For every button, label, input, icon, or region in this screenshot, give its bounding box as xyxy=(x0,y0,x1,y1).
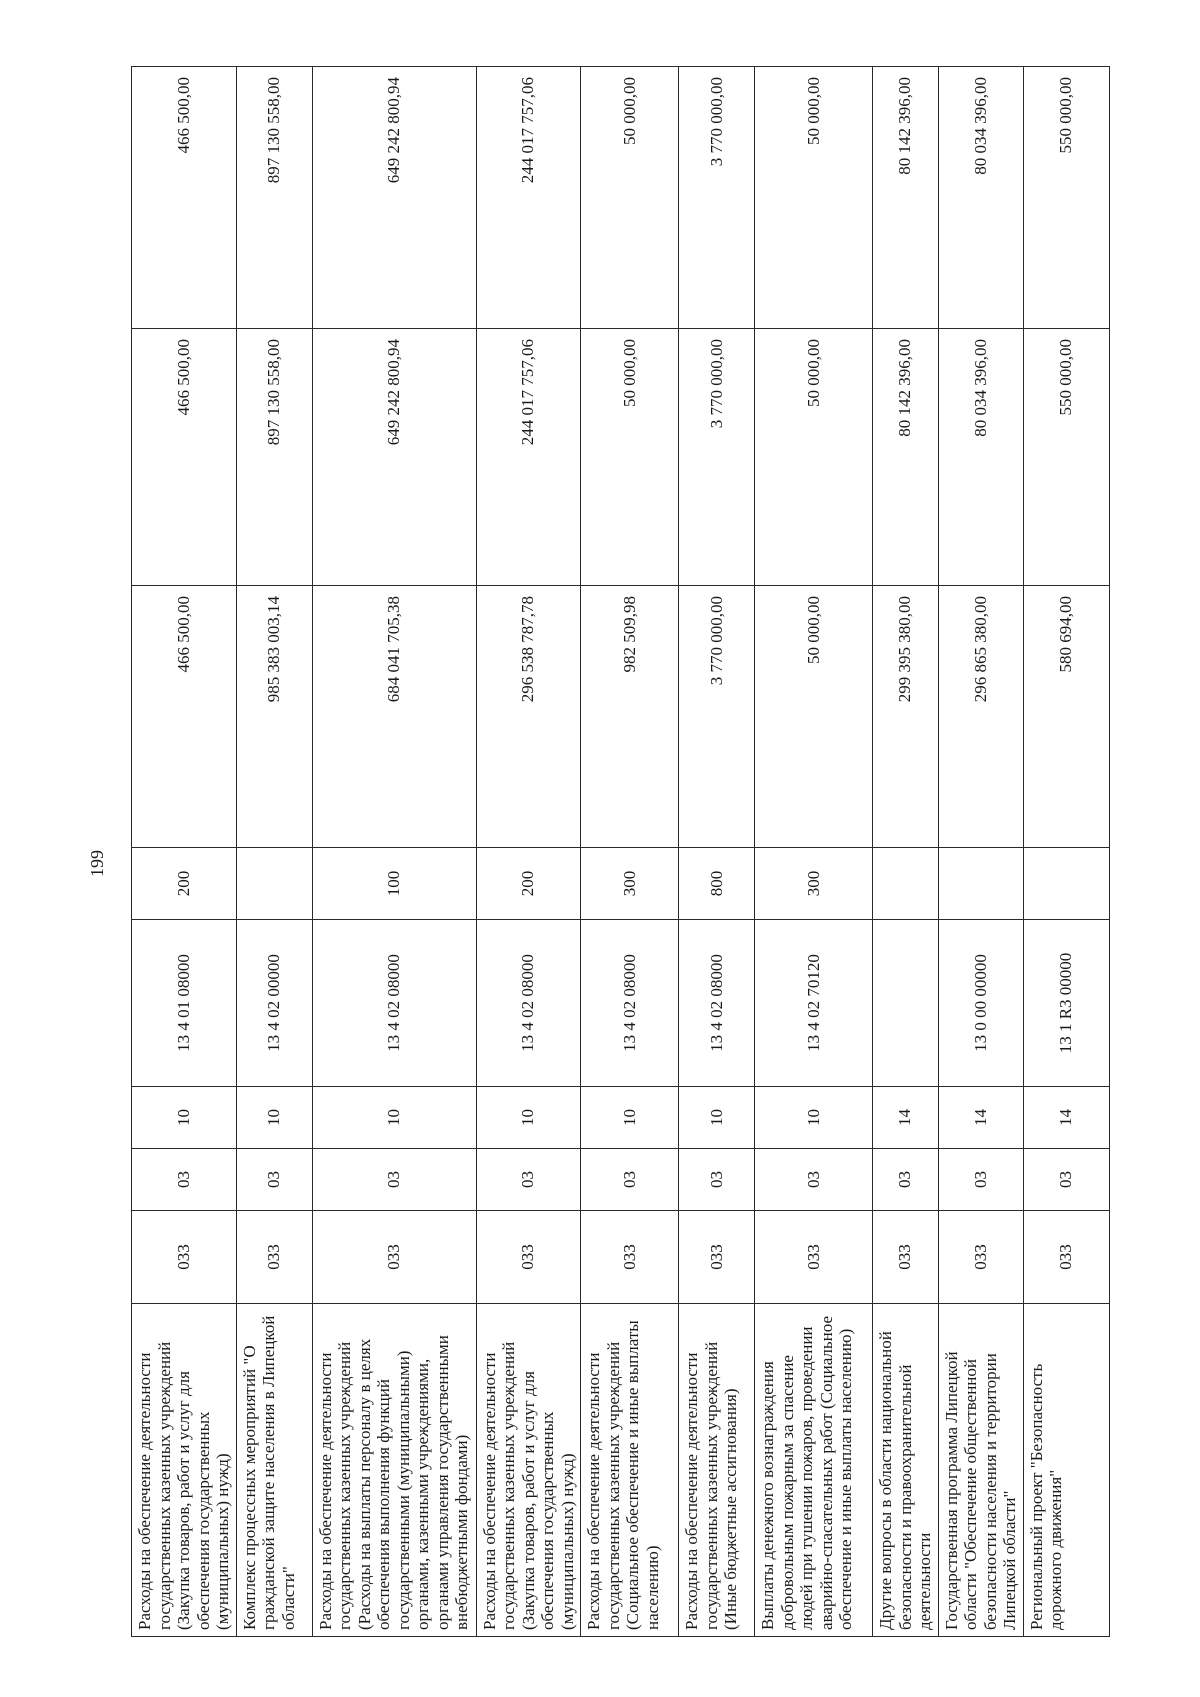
row-name: Расходы на обеспечение деятельности государственных казенных учреждений (Иные бюджетные ассигнования) xyxy=(679,1304,755,1637)
target-code: 13 4 02 08000 xyxy=(312,920,476,1087)
amount-2: 50 000,00 xyxy=(755,329,873,586)
expense-type-code: 100 xyxy=(312,848,476,920)
table-row xyxy=(476,67,581,1637)
amount-1: 466 500,00 xyxy=(132,586,237,848)
amount-3: 649 242 800,94 xyxy=(312,67,476,329)
subsection-code: 10 xyxy=(581,1087,679,1149)
target-code: 13 4 02 08000 xyxy=(581,920,679,1087)
subsection-code: 10 xyxy=(755,1087,873,1149)
row-name: Государственная программа Липецкой области "Обеспечение общественной безопасности населения и территории Липецкой области" xyxy=(938,1304,1023,1637)
amount-3: 50 000,00 xyxy=(755,67,873,329)
subsection-code: 10 xyxy=(312,1087,476,1149)
amount-3: 3 770 000,00 xyxy=(679,67,755,329)
amount-2: 80 142 396,00 xyxy=(873,329,939,586)
admin-code: 033 xyxy=(755,1211,873,1304)
section-code: 03 xyxy=(236,1149,312,1211)
table-row xyxy=(236,67,312,1637)
row-name: Расходы на обеспечение деятельности государственных казенных учреждений (Закупка товаров, работ и услуг для обеспечения государственных (муниципальных) нужд) xyxy=(476,1304,581,1637)
expense-type-code xyxy=(938,848,1023,920)
expense-type-code: 200 xyxy=(476,848,581,920)
section-code: 03 xyxy=(679,1149,755,1211)
amount-3: 466 500,00 xyxy=(132,67,237,329)
amount-2: 897 130 558,00 xyxy=(236,329,312,586)
admin-code: 033 xyxy=(938,1211,1023,1304)
row-name: Региональный проект "Безопасность дорожного движения" xyxy=(1023,1304,1109,1637)
page-number-text: 199 xyxy=(86,849,107,877)
admin-code: 033 xyxy=(132,1211,237,1304)
admin-code: 033 xyxy=(312,1211,476,1304)
target-code: 13 4 02 00000 xyxy=(236,920,312,1087)
amount-2: 649 242 800,94 xyxy=(312,329,476,586)
admin-code: 033 xyxy=(679,1211,755,1304)
admin-code: 033 xyxy=(581,1211,679,1304)
amount-1: 982 509,98 xyxy=(581,586,679,848)
subsection-code: 14 xyxy=(873,1087,939,1149)
amount-2: 3 770 000,00 xyxy=(679,329,755,586)
table-row xyxy=(1023,67,1109,1637)
amount-3: 50 000,00 xyxy=(581,67,679,329)
amount-1: 296 538 787,78 xyxy=(476,586,581,848)
expense-type-code: 200 xyxy=(132,848,237,920)
amount-1: 684 041 705,38 xyxy=(312,586,476,848)
section-code: 03 xyxy=(873,1149,939,1211)
expense-type-code: 300 xyxy=(755,848,873,920)
admin-code: 033 xyxy=(1023,1211,1109,1304)
amount-3: 897 130 558,00 xyxy=(236,67,312,329)
amount-2: 244 017 757,06 xyxy=(476,329,581,586)
row-name: Комплекс процессных мероприятий "О гражданской защите населения в Липецкой области" xyxy=(236,1304,312,1637)
section-code: 03 xyxy=(755,1149,873,1211)
expense-type-code xyxy=(873,848,939,920)
amount-1: 580 694,00 xyxy=(1023,586,1109,848)
amount-1: 296 865 380,00 xyxy=(938,586,1023,848)
table-row xyxy=(679,67,755,1637)
table-row xyxy=(312,67,476,1637)
budget-table xyxy=(131,66,1110,1637)
amount-3: 80 142 396,00 xyxy=(873,67,939,329)
page-number xyxy=(84,836,110,890)
table-row xyxy=(581,67,679,1637)
row-name: Расходы на обеспечение деятельности государственных казенных учреждений (Расходы на выплаты персоналу в целях обеспечения выполнения функций государственными (муниципальными) органами, казенными учреждениями, органами управления государственными внебюджетными фондами) xyxy=(312,1304,476,1637)
amount-1: 50 000,00 xyxy=(755,586,873,848)
amount-3: 550 000,00 xyxy=(1023,67,1109,329)
row-name: Другие вопросы в области национальной безопасности и правоохранительной деятельности xyxy=(873,1304,939,1637)
section-code: 03 xyxy=(581,1149,679,1211)
target-code: 13 4 02 70120 xyxy=(755,920,873,1087)
budget-table-container xyxy=(131,67,1077,1637)
subsection-code: 10 xyxy=(476,1087,581,1149)
target-code: 13 1 R3 00000 xyxy=(1023,920,1109,1087)
expense-type-code: 300 xyxy=(581,848,679,920)
amount-2: 550 000,00 xyxy=(1023,329,1109,586)
section-code: 03 xyxy=(938,1149,1023,1211)
admin-code: 033 xyxy=(476,1211,581,1304)
section-code: 03 xyxy=(1023,1149,1109,1211)
amount-1: 299 395 380,00 xyxy=(873,586,939,848)
expense-type-code xyxy=(1023,848,1109,920)
expense-type-code: 800 xyxy=(679,848,755,920)
subsection-code: 14 xyxy=(938,1087,1023,1149)
subsection-code: 10 xyxy=(679,1087,755,1149)
section-code: 03 xyxy=(476,1149,581,1211)
amount-2: 50 000,00 xyxy=(581,329,679,586)
row-name: Расходы на обеспечение деятельности государственных казенных учреждений (Закупка товаров, работ и услуг для обеспечения государственных (муниципальных) нужд) xyxy=(132,1304,237,1637)
target-code xyxy=(873,920,939,1087)
subsection-code: 10 xyxy=(132,1087,237,1149)
subsection-code: 10 xyxy=(236,1087,312,1149)
target-code: 13 4 02 08000 xyxy=(679,920,755,1087)
section-code: 03 xyxy=(132,1149,237,1211)
target-code: 13 4 02 08000 xyxy=(476,920,581,1087)
subsection-code: 14 xyxy=(1023,1087,1109,1149)
admin-code: 033 xyxy=(873,1211,939,1304)
amount-3: 244 017 757,06 xyxy=(476,67,581,329)
table-row xyxy=(132,67,237,1637)
target-code: 13 0 00 00000 xyxy=(938,920,1023,1087)
target-code: 13 4 01 08000 xyxy=(132,920,237,1087)
table-row xyxy=(938,67,1023,1637)
amount-1: 985 383 003,14 xyxy=(236,586,312,848)
amount-3: 80 034 396,00 xyxy=(938,67,1023,329)
section-code: 03 xyxy=(312,1149,476,1211)
amount-2: 80 034 396,00 xyxy=(938,329,1023,586)
table-row xyxy=(873,67,939,1637)
table-row xyxy=(755,67,873,1637)
row-name: Выплаты денежного вознаграждения добровольным пожарным за спасение людей при тушении пожаров, проведении аварийно-спасательных работ (Социальное обеспечение и иные выплаты населению) xyxy=(755,1304,873,1637)
row-name: Расходы на обеспечение деятельности государственных казенных учреждений (Социальное обеспечение и иные выплаты населению) xyxy=(581,1304,679,1637)
admin-code: 033 xyxy=(236,1211,312,1304)
amount-2: 466 500,00 xyxy=(132,329,237,586)
expense-type-code xyxy=(236,848,312,920)
amount-1: 3 770 000,00 xyxy=(679,586,755,848)
